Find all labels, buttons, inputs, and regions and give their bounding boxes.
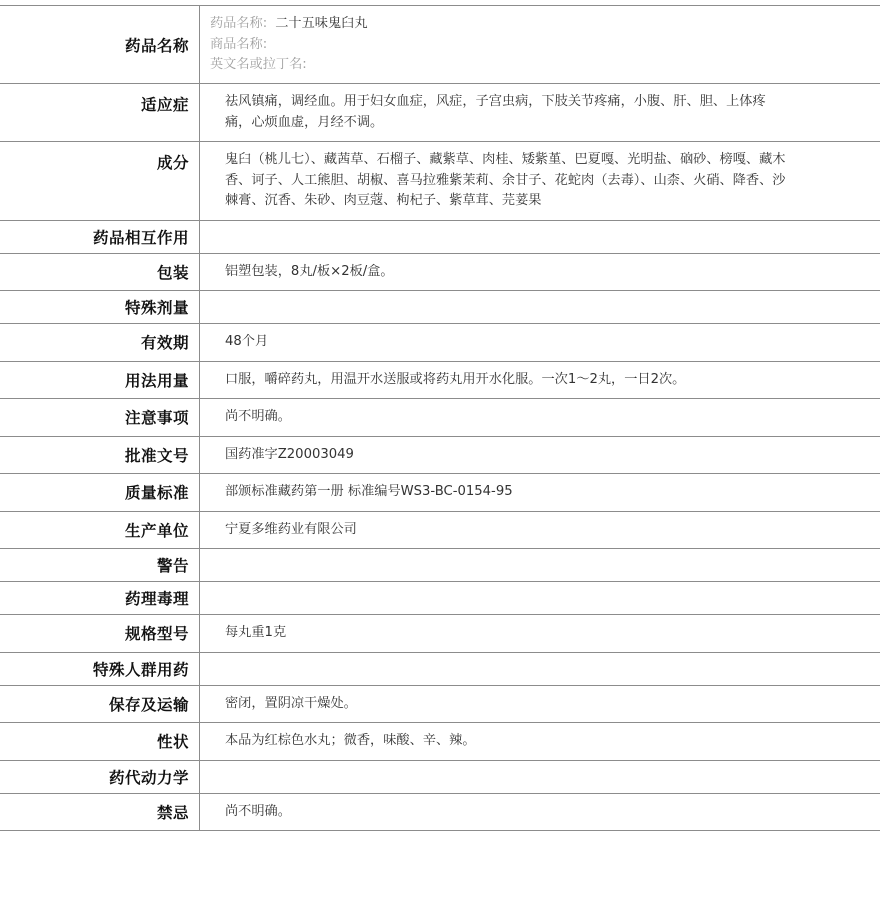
row-label: 药品相互作用: [0, 221, 200, 253]
row-quality-standard: [0, 474, 880, 512]
row-label: 药理毒理: [0, 582, 200, 614]
row-label: 注意事项: [0, 399, 200, 436]
row-value: [200, 221, 880, 253]
row-value-text: 铝塑包装，8丸/板×2板/盒。: [225, 263, 394, 279]
row-label: 保存及运输: [0, 686, 200, 723]
row-value: [200, 437, 880, 474]
row-value-text: 宁夏多维药业有限公司: [225, 521, 357, 537]
row-value: [200, 653, 880, 685]
row-manufacturer: [0, 512, 880, 550]
generic-name-value: 二十五味鬼臼丸: [275, 16, 368, 31]
row-value-text: 48个月: [225, 334, 269, 349]
row-value-text: 部颁标准藏药第一册 标准编号WS3-BC-0154-95: [225, 484, 513, 499]
row-approval-number: [0, 437, 880, 475]
row-shelf-life: [0, 324, 880, 362]
latin-name-line: [210, 55, 860, 76]
row-pharmacokinetics: [0, 761, 880, 794]
row-label: 特殊剂量: [0, 291, 200, 323]
row-label: 药代动力学: [0, 761, 200, 793]
row-value-text: 每丸重1克: [225, 625, 287, 640]
row-value: [200, 399, 880, 436]
row-interactions: [0, 221, 880, 254]
row-value: [200, 761, 880, 793]
row-packaging: [0, 254, 880, 292]
row-label: 药品名称: [0, 6, 200, 83]
row-value: [200, 324, 880, 361]
row-value: [200, 615, 880, 652]
row-value: [200, 686, 880, 723]
row-value: [200, 84, 880, 141]
row-label: 包装: [0, 254, 200, 291]
row-pharmacology: [0, 582, 880, 615]
row-value: [200, 254, 880, 291]
row-label: 规格型号: [0, 615, 200, 652]
row-value-text: 尚不明确。: [225, 409, 291, 424]
row-specification: [0, 615, 880, 653]
row-label: 禁忌: [0, 794, 200, 831]
row-label: 性状: [0, 723, 200, 760]
row-value: [200, 582, 880, 614]
trade-name-label: 商品名称:: [210, 36, 268, 52]
row-value: [200, 549, 880, 581]
generic-name-line: [210, 14, 860, 35]
row-label: 适应症: [0, 84, 200, 141]
row-value-text: 密闭，置阴凉干燥处。: [225, 695, 357, 711]
row-label: 批准文号: [0, 437, 200, 474]
row-value: [200, 142, 880, 220]
drug-info-table: [0, 5, 880, 831]
drug-name-block: [200, 6, 880, 83]
row-value: [200, 474, 880, 511]
generic-name-label: 药品名称:: [210, 16, 268, 31]
row-value-text: 口服，嚼碎药丸，用温开水送服或将药丸用开水化服。一次1～2丸，一日2次。: [225, 371, 686, 387]
row-label: 质量标准: [0, 474, 200, 511]
trade-name-line: [210, 35, 860, 56]
row-dosage: [0, 362, 880, 400]
row-warning: [0, 549, 880, 582]
row-value: [200, 794, 880, 831]
row-indications: [0, 84, 880, 142]
row-value-text: 本品为红棕色水丸；微香，味酸、辛、辣。: [225, 733, 476, 748]
row-value-text: 国药准字Z20003049: [225, 446, 354, 462]
row-label: 用法用量: [0, 362, 200, 399]
row-value: [200, 723, 880, 760]
latin-name-label: 英文名或拉丁名:: [210, 57, 307, 72]
row-value: [200, 291, 880, 323]
row-description: [0, 723, 880, 761]
row-label: 生产单位: [0, 512, 200, 549]
row-ingredients: [0, 142, 880, 221]
row-value-text: 鬼臼（桃儿七）、藏茜草、石榴子、藏紫草、肉桂、矮紫堇、巴夏嘎、光明盐、硇砂、榜嘎、藏木香、诃子、人工熊胆、胡椒、喜马拉雅紫茉莉、余甘子、花蛇肉（去毒）、山柰、火硝、降香、沙棘膏、沉香、朱砂、肉豆蔻、枸杞子、紫草茸、芫荽果: [225, 152, 786, 208]
row-label: 有效期: [0, 324, 200, 361]
row-storage: [0, 686, 880, 724]
row-drug-name: [0, 6, 880, 84]
row-value: [200, 362, 880, 399]
row-special-populations: [0, 653, 880, 686]
row-special-dosage: [0, 291, 880, 324]
row-value: [200, 512, 880, 549]
row-contraindications: [0, 794, 880, 832]
row-value-text: 尚不明确。: [225, 803, 291, 819]
row-label: 特殊人群用药: [0, 653, 200, 685]
row-label: 成分: [0, 142, 200, 220]
row-precautions: [0, 399, 880, 437]
row-label: 警告: [0, 549, 200, 581]
row-value-text: 祛风镇痛，调经血。用于妇女血症，风症，子宫虫病，下肢关节疼痛，小腹、肝、胆、上体疼痛，心烦血虚，月经不调。: [225, 94, 766, 130]
